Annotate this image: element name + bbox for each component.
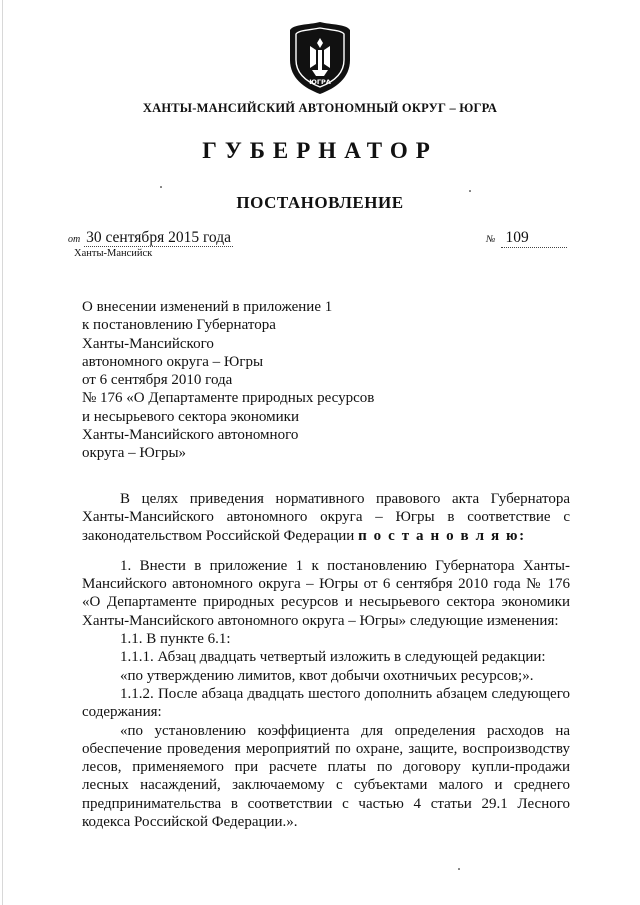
preamble-text: В целях приведения нормативного правового акта Губернатора Ханты-Мансийского автономного округа – Югры в соответствие с законодательством Российской Федерации [82,491,570,544]
item-1-1-2: 1.1.2. После абзаца двадцать шестого дополнить абзацем следующего содержания: [82,685,570,721]
coat-of-arms-icon [286,20,354,96]
document-number [486,229,567,248]
item-1-1: 1.1. В пункте 6.1: [120,631,231,648]
emblem-text: ЮГРА [309,78,331,86]
region-name: ХАНТЫ-МАНСИЙСКИЙ АВТОНОМНЫЙ ОКРУГ – ЮГРА [142,101,498,115]
subject-line: № 176 «О Департаменте природных ресурсов [82,390,375,407]
scan-speck [160,186,162,188]
document-body [82,490,570,831]
subject-line: от 6 сентября 2010 года [82,372,233,389]
subject-line: автономного округа – Югры [82,353,264,370]
quote-1: «по утверждению лимитов, квот добычи охотничьих ресурсов;». [120,667,534,684]
scan-edge [2,0,3,905]
item-1: 1. Внести в приложение 1 к постановлению Губернатора Ханты-Мансийского автономного округа – Югры от 6 сентября 2010 года № 176 «О Департаменте природных ресурсов и несырьевого сектора экономики Ханты-Мансийского автономного округа – Югры» следующие изменения: [82,557,570,629]
date-prefix: от [68,234,81,245]
date-value: 30 сентября 2015 года [86,229,231,246]
number-value: 109 [501,229,567,248]
document-subject [82,298,402,463]
preamble-keyword: п о с т а н о в л я ю: [358,527,526,544]
number-label: № [486,234,496,245]
document-city: Ханты-Мансийск [74,248,153,259]
scan-speck [458,868,460,870]
document-type: ПОСТАНОВЛЕНИЕ [236,193,404,212]
document-date [68,229,233,247]
office-title: ГУБЕРНАТОР [202,138,438,163]
preamble-paragraph [82,490,570,545]
subject-line: О внесении изменений в приложение 1 [82,299,333,315]
subject-line: и несырьевого сектора экономики [82,408,299,425]
scan-speck [469,190,471,192]
subject-line: округа – Югры» [82,445,187,462]
quote-2: «по установлению коэффициента для определения расходов на обеспечение проведения мероприятий по охране, защите, воспроизводству лесов, применяемого при расчете платы по договору купли-продажи лесных насаждений, заключаемому с субъектами малого и среднего предпринимательства в соответствии с частью 4 статьи 29.1 Лесного кодекса Российской Федерации.». [82,722,570,831]
subject-line: к постановлению Губернатора [82,317,276,334]
subject-line: Ханты-Мансийского [82,335,214,352]
subject-line: Ханты-Мансийского автономного [82,427,299,444]
item-1-1-1: 1.1.1. Абзац двадцать четвертый изложить в следующей редакции: [120,649,546,666]
